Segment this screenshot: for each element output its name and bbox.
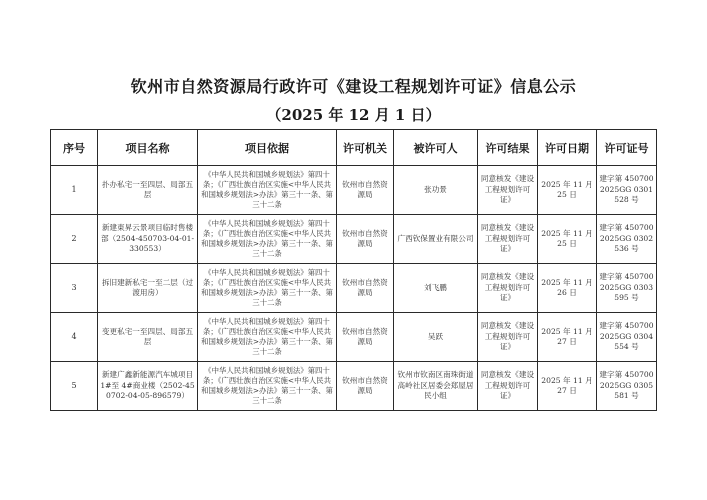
cell-basis: 《中华人民共和国城乡规划法》第四十条；《广西壮族自治区实施<中华人民共和国城乡规划法>办法》第三十一条、第三十二条 bbox=[198, 362, 337, 411]
cell-index: 3 bbox=[51, 264, 98, 313]
cell-date: 2025 年 11 月 25 日 bbox=[538, 166, 597, 215]
cell-date: 2025 年 11 月 27 日 bbox=[538, 362, 597, 411]
cell-authority: 钦州市自然资源局 bbox=[337, 313, 394, 362]
cell-licensee: 广西钦保置业有限公司 bbox=[394, 215, 478, 264]
cell-licensee: 吴跃 bbox=[394, 313, 478, 362]
header-project-name: 项目名称 bbox=[98, 130, 198, 166]
cell-project-name: 扑办私宅一至四层、局部五层 bbox=[98, 166, 198, 215]
cell-basis: 《中华人民共和国城乡规划法》第四十条；《广西壮族自治区实施<中华人民共和国城乡规划法>办法》第三十一条、第三十二条 bbox=[198, 215, 337, 264]
cell-permit-no: 建字第 4507002025GG 0305581 号 bbox=[597, 362, 657, 411]
cell-result: 同意核发《建设工程规划许可证》 bbox=[478, 362, 538, 411]
cell-permit-no: 建字第 4507002025GG 0303595 号 bbox=[597, 264, 657, 313]
cell-licensee: 刘飞鹏 bbox=[394, 264, 478, 313]
header-licensee: 被许可人 bbox=[394, 130, 478, 166]
header-result: 许可结果 bbox=[478, 130, 538, 166]
cell-licensee: 钦州市钦南区南珠街道高岭社区居委会郑屋居民小组 bbox=[394, 362, 478, 411]
table-row bbox=[51, 166, 657, 215]
cell-licensee: 张功景 bbox=[394, 166, 478, 215]
cell-project-name: 拆旧建新私宅一至二层（过渡用房） bbox=[98, 264, 198, 313]
cell-index: 1 bbox=[51, 166, 98, 215]
table-row bbox=[51, 362, 657, 411]
cell-permit-no: 建字第 4507002025GG 0301528 号 bbox=[597, 166, 657, 215]
table-row bbox=[51, 215, 657, 264]
cell-result: 同意核发《建设工程规划许可证》 bbox=[478, 313, 538, 362]
permit-table bbox=[50, 129, 657, 411]
cell-basis: 《中华人民共和国城乡规划法》第四十条；《广西壮族自治区实施<中华人民共和国城乡规划法>办法》第三十一条、第三十二条 bbox=[198, 313, 337, 362]
cell-authority: 钦州市自然资源局 bbox=[337, 215, 394, 264]
table-header-row bbox=[51, 130, 657, 166]
cell-basis: 《中华人民共和国城乡规划法》第四十条；《广西壮族自治区实施<中华人民共和国城乡规划法>办法》第三十一条、第三十二条 bbox=[198, 264, 337, 313]
cell-project-name: 新建广鑫新能源汽车城项目 1#至 4#商业楼（2502-450702-04-05-896579） bbox=[98, 362, 198, 411]
cell-permit-no: 建字第 4507002025GG 0304554 号 bbox=[597, 313, 657, 362]
cell-index: 4 bbox=[51, 313, 98, 362]
document-date: （2025 年 12 月 1 日） bbox=[266, 106, 441, 124]
cell-authority: 钦州市自然资源局 bbox=[337, 264, 394, 313]
cell-authority: 钦州市自然资源局 bbox=[337, 362, 394, 411]
cell-project-name: 变更私宅一至四层、局部五层 bbox=[98, 313, 198, 362]
cell-permit-no: 建字第 4507002025GG 0302536 号 bbox=[597, 215, 657, 264]
cell-result: 同意核发《建设工程规划许可证》 bbox=[478, 264, 538, 313]
cell-result: 同意核发《建设工程规划许可证》 bbox=[478, 166, 538, 215]
cell-result: 同意核发《建设工程规划许可证》 bbox=[478, 215, 538, 264]
header-permit-no: 许可证号 bbox=[597, 130, 657, 166]
header-basis: 项目依据 bbox=[198, 130, 337, 166]
cell-authority: 钦州市自然资源局 bbox=[337, 166, 394, 215]
table-row bbox=[51, 264, 657, 313]
header-index: 序号 bbox=[51, 130, 98, 166]
table-row bbox=[51, 313, 657, 362]
cell-index: 2 bbox=[51, 215, 98, 264]
cell-project-name: 新建東昇云景项目临时售楼部（2504-450703-04-01-330553） bbox=[98, 215, 198, 264]
document-title: 钦州市自然资源局行政许可《建设工程规划许可证》信息公示 bbox=[130, 77, 577, 96]
header-date: 许可日期 bbox=[538, 130, 597, 166]
cell-basis: 《中华人民共和国城乡规划法》第四十条；《广西壮族自治区实施<中华人民共和国城乡规划法>办法》第三十一条、第三十二条 bbox=[198, 166, 337, 215]
cell-date: 2025 年 11 月 27 日 bbox=[538, 313, 597, 362]
cell-date: 2025 年 11 月 25 日 bbox=[538, 215, 597, 264]
cell-index: 5 bbox=[51, 362, 98, 411]
cell-date: 2025 年 11 月 26 日 bbox=[538, 264, 597, 313]
header-authority: 许可机关 bbox=[337, 130, 394, 166]
